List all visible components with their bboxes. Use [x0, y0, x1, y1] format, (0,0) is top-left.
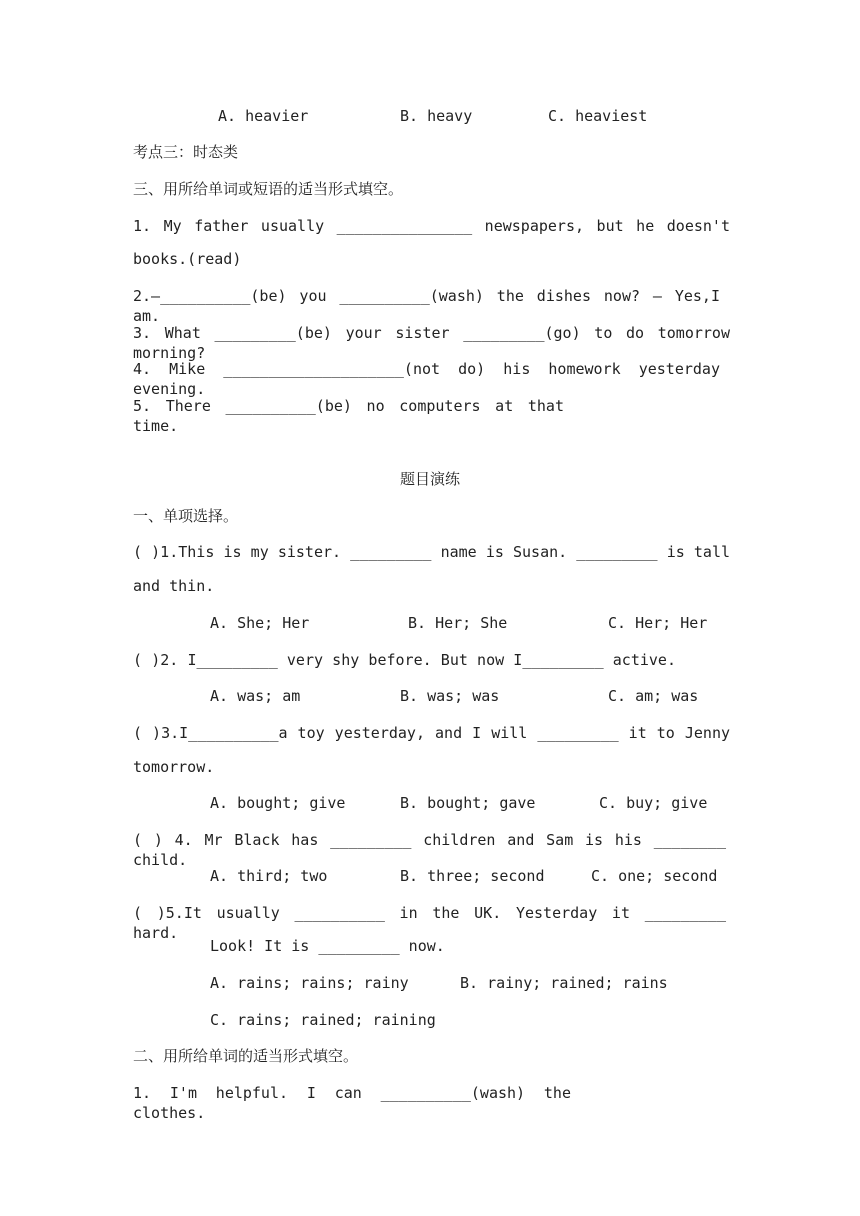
mc-q5-option-b: B. rainy; rained; rains	[460, 974, 668, 992]
mc-q5-option-c: C. rains; rained; raining	[210, 1011, 436, 1029]
mc-q3-cont: tomorrow.	[133, 758, 215, 776]
mc-q4-option-c: C. one; second	[591, 867, 718, 885]
mc-q1-option-c: C. Her; Her	[608, 614, 708, 632]
section3-item-1: 1. My father usually _______________ newspapers, but he doesn't	[133, 217, 730, 235]
mc-q1-option-b: B. Her; She	[408, 614, 508, 632]
mc-q4: ( ) 4. Mr Black has _________ children and Sam is his ________ child.	[133, 831, 726, 869]
mc-q2: ( )2. I_________ very shy before. But now I_________ active.	[133, 651, 676, 669]
mc-q1: ( )1.This is my sister. _________ name is Susan. _________ is tall	[133, 543, 730, 561]
section2-item-1: 1. I'm helpful. I can __________(wash) the clothes.	[133, 1084, 571, 1122]
section3-item-3: 3. What _________(be) your sister _________(go) to do tomorrow morning?	[133, 324, 730, 362]
mc-q5: ( )5.It usually __________ in the UK. Yesterday it _________ hard.	[133, 904, 726, 942]
option-c: C. heaviest	[548, 107, 648, 125]
option-a: A. heavier	[218, 107, 309, 125]
point3-heading: 考点三：时态类	[133, 143, 239, 161]
mc-q5-cont: Look! It is _________ now.	[210, 937, 445, 955]
section1-title: 一、单项选择。	[133, 507, 239, 525]
section3-title: 三、用所给单词或短语的适当形式填空。	[133, 180, 404, 198]
mc-q2-option-c: C. am; was	[608, 687, 699, 705]
practice-title: 题目演练	[399, 470, 460, 488]
section3-item-5: 5. There __________(be) no computers at that time.	[133, 397, 564, 435]
option-b: B. heavy	[400, 107, 473, 125]
section3-item-1-cont: books.(read)	[133, 250, 242, 268]
section3-item-2: 2.—__________(be) you __________(wash) the dishes now? — Yes,I am.	[133, 287, 720, 325]
mc-q2-option-a: A. was; am	[210, 687, 301, 705]
mc-q3-option-b: B. bought; gave	[400, 794, 536, 812]
mc-q1-option-a: A. She; Her	[210, 614, 310, 632]
mc-q3-option-a: A. bought; give	[210, 794, 346, 812]
mc-q5-option-a: A. rains; rains; rainy	[210, 974, 409, 992]
mc-q1-cont: and thin.	[133, 577, 215, 595]
mc-q3-option-c: C. buy; give	[599, 794, 708, 812]
mc-q2-option-b: B. was; was	[400, 687, 500, 705]
section2-title: 二、用所给单词的适当形式填空。	[133, 1047, 359, 1065]
mc-q4-option-a: A. third; two	[210, 867, 328, 885]
mc-q3: ( )3.I__________a toy yesterday, and I will _________ it to Jenny	[133, 724, 730, 742]
section3-item-4: 4. Mike ____________________(not do) his homework yesterday evening.	[133, 360, 720, 398]
mc-q4-option-b: B. three; second	[400, 867, 545, 885]
